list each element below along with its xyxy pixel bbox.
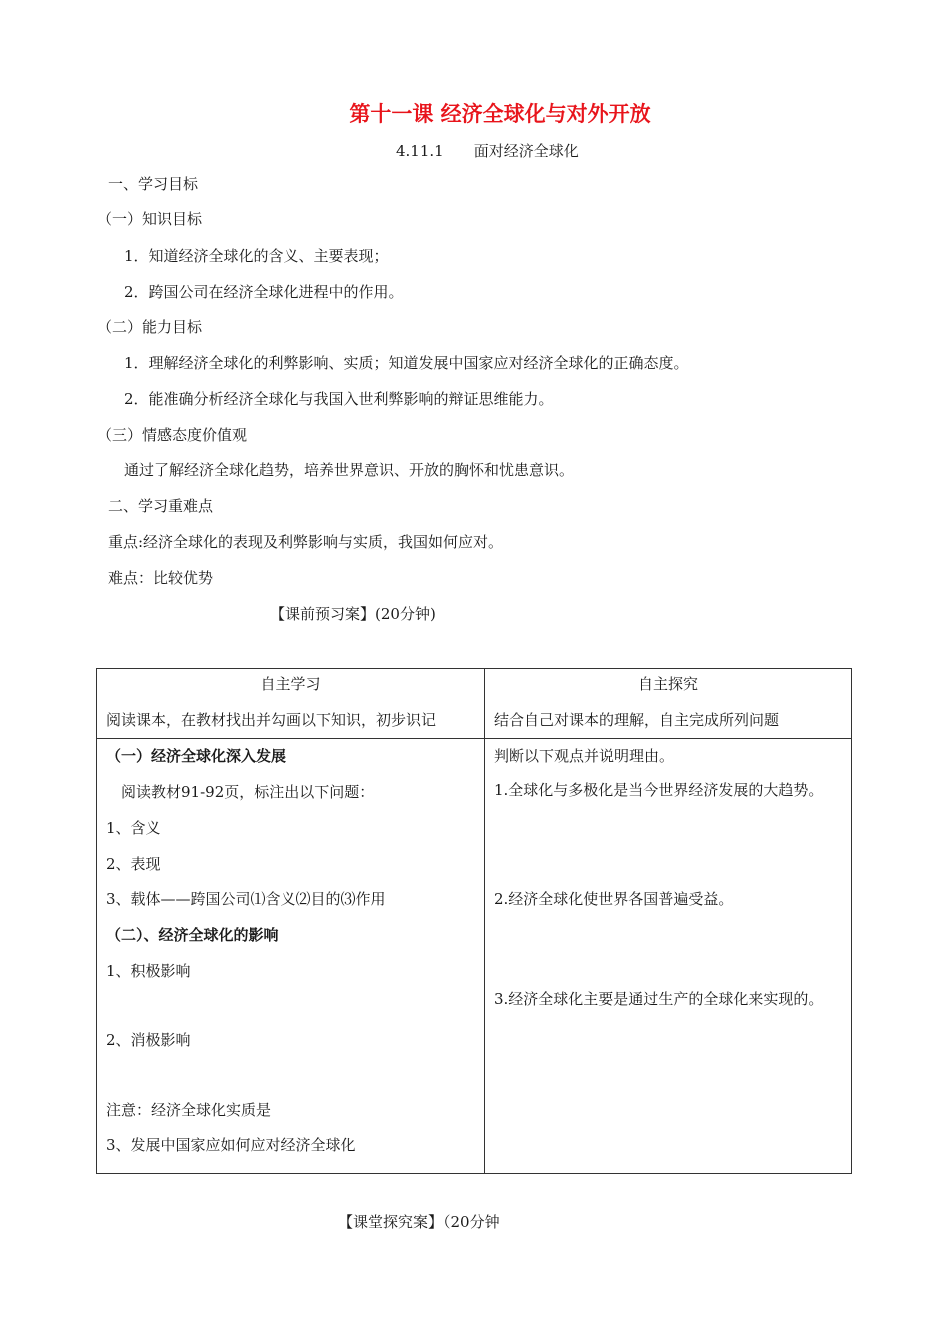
class-header: 【课堂探究案】（20分钟	[338, 1213, 500, 1231]
list-item: 3、载体——跨国公司⑴含义⑵目的⑶作用	[106, 890, 386, 908]
knowledge-item: 1．知道经济全球化的含义、主要表现；	[124, 247, 389, 265]
emotion-heading: （三）情感态度价值观	[97, 426, 248, 444]
knowledge-heading: （一）知识目标	[97, 210, 203, 228]
left-content-cell	[97, 739, 485, 1174]
question-item: 1.全球化与多极化是当今世界经济发展的大趋势。	[494, 781, 824, 799]
left-instruction: 阅读课本，在教材找出并勾画以下知识，初步识记	[106, 711, 437, 729]
right-content-cell	[485, 739, 852, 1174]
ability-item: 1．理解经济全球化的利弊影响、实质；知道发展中国家应对经济全球化的正确态度。	[124, 354, 689, 372]
list-item: 2、消极影响	[106, 1031, 191, 1049]
section-name: 面对经济全球化	[473, 142, 579, 160]
ability-heading: （二）能力目标	[97, 318, 203, 336]
section-heading: （二）、经济全球化的影响	[106, 926, 279, 944]
preview-header: 【课前预习案】(20分钟)	[270, 605, 436, 623]
note-text: 注意：经济全球化实质是	[106, 1101, 272, 1119]
ability-item: 2．能准确分析经济全球化与我国入世利弊影响的辩证思维能力。	[124, 390, 554, 408]
list-item: 2、表现	[106, 855, 161, 873]
section-subtitle	[396, 140, 579, 161]
reading-instruction: 阅读教材91-92页，标注出以下问题：	[121, 783, 375, 801]
section-number: 4.11.1	[396, 142, 444, 160]
left-header-cell	[97, 669, 485, 739]
left-header: 自主学习	[260, 675, 321, 693]
section-heading: （一）经济全球化深入发展	[106, 747, 287, 765]
list-item: 1、积极影响	[106, 962, 191, 980]
list-item: 1、含义	[106, 819, 161, 837]
focus-text: 重点:经济全球化的表现及利弊影响与实质，我国如何应对。	[108, 533, 504, 551]
list-item: 3、发展中国家应如何应对经济全球化	[106, 1136, 356, 1154]
knowledge-item: 2．跨国公司在经济全球化进程中的作用。	[124, 283, 404, 301]
right-header: 自主探究	[637, 675, 698, 693]
right-header-cell	[485, 669, 852, 739]
question-intro: 判断以下观点并说明理由。	[494, 747, 675, 765]
question-item: 2.经济全球化使世界各国普遍受益。	[494, 890, 734, 908]
right-instruction: 结合自己对课本的理解，自主完成所列问题	[494, 711, 780, 729]
preview-table	[96, 668, 852, 1174]
lesson-title: 第十一课 经济全球化与对外开放	[349, 102, 651, 126]
emotion-text: 通过了解经济全球化趋势，培养世界意识、开放的胸怀和忧患意识。	[124, 461, 575, 479]
keypoints-heading: 二、学习重难点	[108, 497, 214, 515]
goals-heading: 一、学习目标	[108, 175, 199, 193]
question-item: 3.经济全球化主要是通过生产的全球化来实现的。	[494, 990, 824, 1008]
difficulty-text: 难点：比较优势	[108, 569, 214, 587]
